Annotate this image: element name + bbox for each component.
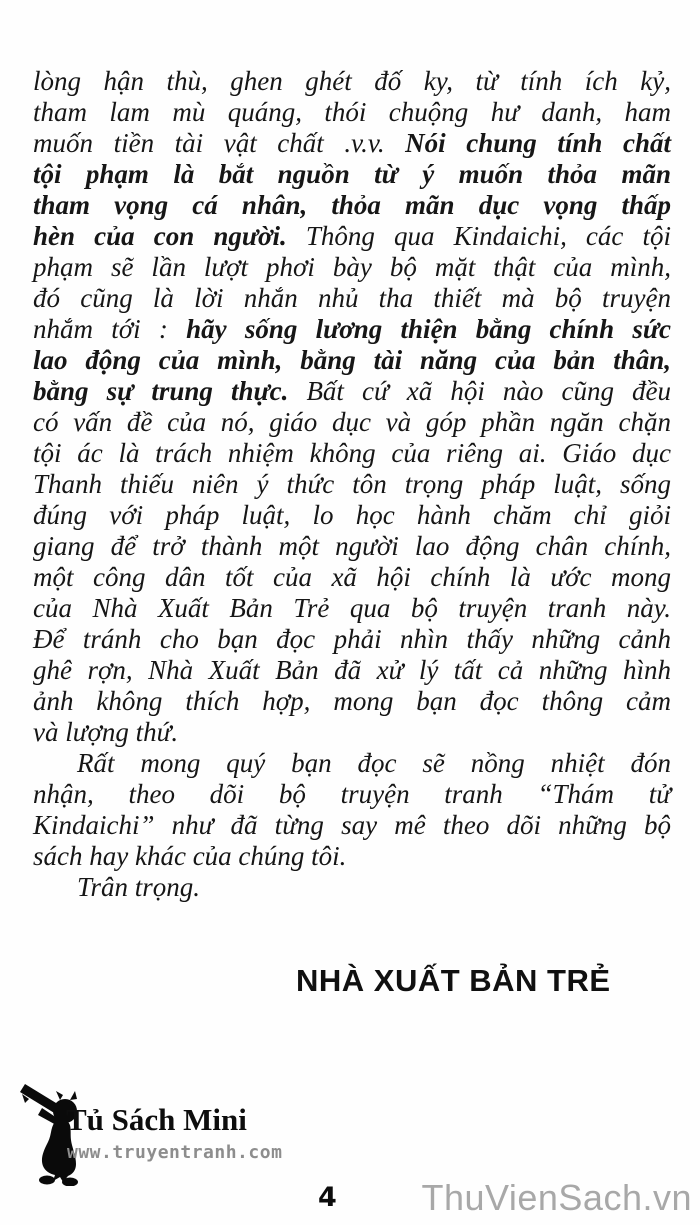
text-line: đúng với pháp luật, lo học hành chăm chỉ giỏi <box>33 500 671 530</box>
text-line: giang để trở thành một người lao động chân chính, <box>33 531 671 561</box>
text-line: ảnh không thích hợp, mong bạn đọc thông cảm <box>33 686 671 716</box>
text-line: có vấn đề của nó, giáo dục và góp phần ngăn chặn <box>33 407 671 437</box>
tusach-mini-logo <box>14 1078 283 1188</box>
text-line: đó cũng là lời nhắn nhủ tha thiết mà bộ truyện <box>33 283 671 313</box>
text-line: một công dân tốt của xã hội chính là ước mong <box>33 562 671 592</box>
text-line: và lượng thứ. <box>33 717 179 747</box>
text-line: của Nhà Xuất Bản Trẻ qua bộ truyện tranh này. <box>33 593 671 623</box>
text-line: lao động của mình, bằng tài năng của bản thân, <box>33 345 671 375</box>
text-line: muốn tiền tài vật chất .v.v. Nói chung tính chất <box>33 128 671 158</box>
text-line: Thanh thiếu niên ý thức tôn trọng pháp luật, sống <box>33 469 671 499</box>
text-line: Kindaichi” như đã từng say mê theo dõi những bộ <box>33 810 671 840</box>
watermark-site-label: ThuVienSach.vn <box>421 1177 692 1218</box>
text-line: phạm sẽ lần lượt phơi bày bộ mặt thật của mình, <box>33 252 671 282</box>
text-line: Trân trọng. <box>77 872 201 902</box>
page-number: 4 <box>318 1182 337 1213</box>
text-line: tội ác là trách nhiệm không của riêng ai. Giáo dục <box>33 438 671 468</box>
publisher-heading: NHÀ XUẤT BẢN TRẺ <box>296 963 611 998</box>
logo-title: Tủ Sách Mini <box>66 1102 247 1137</box>
text-line: tham lam mù quáng, thói chuộng hư danh, ham <box>33 97 671 127</box>
text-line: hèn của con người. Thông qua Kindaichi, các tội <box>33 221 671 251</box>
text-line: nhắm tới : hãy sống lương thiện bằng chính sức <box>33 314 671 344</box>
text-line: tội phạm là bắt nguồn từ ý muốn thỏa mãn <box>33 159 671 189</box>
body-text <box>33 66 671 903</box>
text-line: Để tránh cho bạn đọc phải nhìn thấy những cảnh <box>33 624 671 654</box>
text-line: nhận, theo dõi bộ truyện tranh “Thám tử <box>33 779 671 809</box>
text-line: Rất mong quý bạn đọc sẽ nồng nhiệt đón <box>77 748 671 778</box>
text-line: tham vọng cá nhân, thỏa mãn dục vọng thấp <box>33 190 671 220</box>
text-line: ghê rợn, Nhà Xuất Bản đã xử lý tất cả những hình <box>33 655 671 685</box>
text-line: sách hay khác của chúng tôi. <box>33 841 347 871</box>
text-line: bằng sự trung thực. Bất cứ xã hội nào cũng đều <box>33 376 671 406</box>
text-line: lòng hận thù, ghen ghét đố ky, từ tính ích kỷ, <box>33 66 671 96</box>
logo-url: www.truyentranh.com <box>67 1142 283 1163</box>
